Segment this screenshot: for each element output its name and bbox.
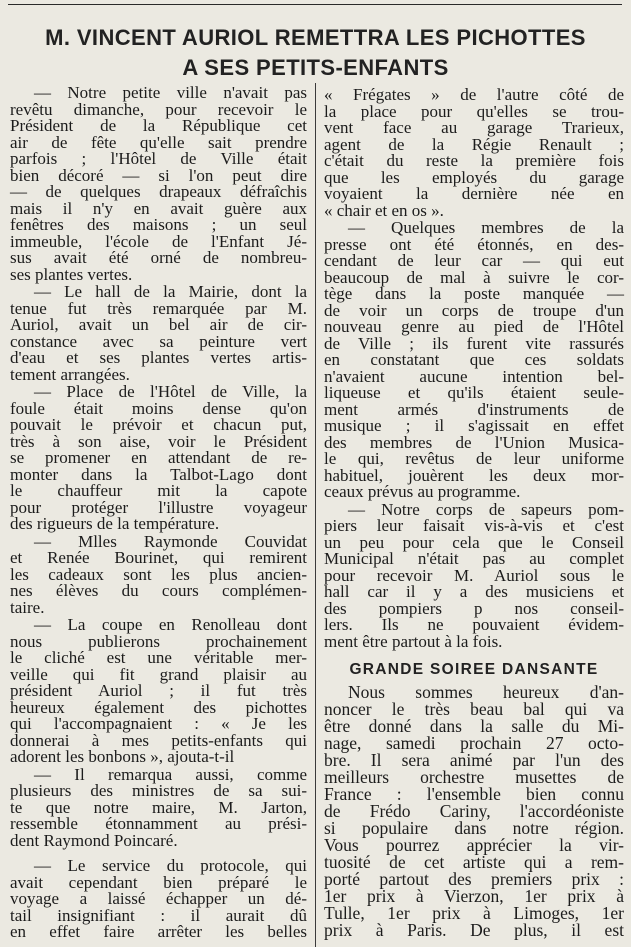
text-line: Président de la République cet <box>10 116 307 135</box>
text-line: foule était moins dense qu'on <box>10 398 307 418</box>
text-line: sus avait été orné de nombreu- <box>10 248 307 267</box>
text-line: pour recevoir M. Auriol sous le <box>324 565 624 585</box>
text-line: plusieurs des ministres de sa sui- <box>10 781 307 800</box>
text-line: pouvait le prévoir et chacun put, <box>10 415 307 434</box>
text-line: en effet faire arrêter les belles <box>10 922 307 941</box>
text-line: de Frédo Cariny, l'accordéoniste <box>324 801 624 821</box>
text-line: des membres de l'Union Musica- <box>324 432 624 452</box>
text-line: — La coupe en Renolleau dont <box>34 615 307 634</box>
text-line: — Notre corps de sapeurs pom- <box>348 499 624 519</box>
text-line: hall car il y a des musiciens et <box>324 582 624 601</box>
headline-line-2: A SES PETITS-ENFANTS <box>182 55 449 80</box>
text-line: pour protéger l'illustre voyageur <box>10 497 307 517</box>
text-line: le cliché est une véritable mer- <box>10 648 307 667</box>
text-line: air de fête qu'elle sait prendre <box>10 132 307 152</box>
paragraph <box>10 384 307 533</box>
text-line: tenue fut très remarquée par M. <box>10 298 307 318</box>
text-line: prix à Paris. De plus, il est <box>324 920 624 940</box>
text-line: porté partout des premiers prix : <box>324 869 624 889</box>
text-line: les cadeaux sont les plus ancien- <box>10 564 307 584</box>
right-column-paragraphs <box>324 87 624 650</box>
paragraph <box>10 85 307 283</box>
text-line: de voir un corps de troupe d'un <box>324 300 624 320</box>
text-line: heureux également des pichottes <box>10 697 307 717</box>
text-line: « Frégates » de l'autre côté de <box>324 85 624 104</box>
text-line: un peu pour cela que le Conseil <box>324 532 624 552</box>
text-line: — Notre petite ville n'avait pas <box>34 83 307 102</box>
text-line: — Le hall de la Mairie, dont la <box>34 282 307 301</box>
text-line: bre. Il sera animé par l'un des <box>324 750 624 770</box>
text-line: dent Raymond Poincaré. <box>10 830 178 850</box>
text-line: se promener en attendant de re- <box>10 448 307 467</box>
text-line: immeuble, l'école de l'Enfant Jé- <box>10 231 307 251</box>
text-line: que les employés du garage <box>324 167 624 187</box>
text-line: adorent les bonbons », ajouta-t-il <box>10 747 235 766</box>
text-line: le chauffeur mit la capote <box>10 481 307 500</box>
text-line: ceaux prévus au programme. <box>324 482 521 501</box>
text-line: — de quelques drapeaux défraîchis <box>10 182 307 201</box>
paragraph <box>10 617 307 766</box>
headline-line-1: M. VINCENT AURIOL REMETTRA LES PICHOTTES <box>45 25 586 50</box>
text-line: taire. <box>10 597 45 617</box>
text-line: noncer le très beau bal qui va <box>324 699 624 719</box>
text-line: parfois ; l'Hôtel de Ville était <box>10 149 307 168</box>
text-line: musique ; il s'agissait en effet <box>324 416 624 435</box>
paragraph <box>324 87 624 219</box>
text-line: revêtu dimanche, pour recevoir le <box>10 99 307 119</box>
text-line: qui l'accompagnaient : « Je les <box>10 714 307 733</box>
text-line: Tulle, 1er prix à Limoges, 1er <box>324 903 624 923</box>
text-line: veille qui fit grand plaisir au <box>10 664 307 684</box>
text-line: tail insignifiant : il aurait dû <box>10 905 307 925</box>
text-line: voyaient la dernière née en <box>324 184 624 203</box>
text-line: Vous pourrez apprécier la vir- <box>324 835 624 855</box>
headline <box>0 23 631 83</box>
text-line: France : l'ensemble bien connu <box>324 784 624 804</box>
text-line: monter dans la Talbot-Lago dont <box>10 464 307 484</box>
top-rule <box>8 4 622 5</box>
text-line: presse ont été étonnés, en des- <box>324 234 624 254</box>
text-line: de Ville ; ils furent vite rassurés <box>324 333 624 353</box>
text-line: lers. Ils ne pouvaient évidem- <box>324 615 624 634</box>
text-line: beaucoup de mal à suivre le cor- <box>324 267 624 287</box>
text-line: si populaire dans notre région. <box>324 818 624 838</box>
text-line: mais il n'y en avait guère aux <box>10 198 307 218</box>
text-line: ressemble étonnamment au prési- <box>10 814 307 833</box>
text-line: 1er prix à Vierzon, 1er prix à <box>324 886 624 906</box>
text-line: des rigueurs de la température. <box>10 514 220 533</box>
text-line: ses plantes vertes. <box>10 264 133 284</box>
text-line: ment être partout à la fois. <box>324 631 503 651</box>
text-line: le qui, revêtus de leur uniforme <box>324 449 624 468</box>
text-line: n'avaient aucune intention bel- <box>324 366 624 386</box>
text-line: — Place de l'Hôtel de Ville, la <box>34 382 307 401</box>
text-line: constance avec sa peinture vert <box>10 331 307 351</box>
text-line: président Auriol ; il fut très <box>10 681 307 700</box>
text-line: vent face au garage Trarieux, <box>324 118 624 137</box>
text-line: fenêtres des maisons ; un seul <box>10 215 307 234</box>
text-line: en constatant que ces soldats <box>324 350 624 369</box>
text-line: meilleurs orchestre musettes de <box>324 767 624 787</box>
text-line: — Quelques membres de la <box>348 218 624 237</box>
text-line: te que notre maire, M. Jarton, <box>10 797 307 817</box>
text-line: — Il remarqua aussi, comme <box>34 764 307 784</box>
section-paragraphs <box>324 684 624 939</box>
text-line: la place pour qu'elles se trou- <box>324 101 624 121</box>
text-line: tuosité de cet artiste qui a rem- <box>324 852 624 872</box>
text-line: — Le service du protocole, qui <box>34 856 307 875</box>
paragraph <box>10 858 307 941</box>
text-line: Municipal n'était pas au complet <box>324 549 624 568</box>
text-line: liqueuse et qu'ils étaient seule- <box>324 383 624 402</box>
text-line: agent de la Régie Renault ; <box>324 134 624 154</box>
text-line: et Renée Bourinet, qui remirent <box>10 548 307 567</box>
paragraph <box>324 684 624 939</box>
text-line: Auriol, avait un bel air de cir- <box>10 315 307 334</box>
text-line: nouveau genre au pied de l'Hôtel <box>324 317 624 336</box>
text-line: nage, samedi prochain 27 octo- <box>324 733 624 753</box>
paragraph <box>10 764 307 850</box>
paragraph <box>10 531 307 617</box>
text-line: être donné dans la salle du Mi- <box>324 716 624 736</box>
paragraph <box>324 499 624 651</box>
text-line: avait cependant bien préparé le <box>10 872 307 892</box>
text-line: c'était du reste la première fois <box>324 151 624 170</box>
text-line: voyage a laissé échapper un dé- <box>10 889 307 908</box>
text-line: « chair et en os ». <box>324 200 444 220</box>
text-line: donnerai à mes petits-enfants qui <box>10 730 307 750</box>
text-line: des pompiers p nos conseil- <box>324 598 624 618</box>
text-line: Nous sommes heureux d'an- <box>348 682 624 702</box>
text-line: d'eau et ses plantes vertes artis- <box>10 348 307 367</box>
text-line: nes élèves du cours complémen- <box>10 581 307 600</box>
text-line: bien décoré — si l'on peut dire <box>10 165 307 185</box>
right-column <box>324 87 624 939</box>
text-line: habituel, jouèrent les deux mor- <box>324 465 624 485</box>
text-line: ment armés d'instruments de <box>324 399 624 419</box>
column-divider <box>315 83 316 947</box>
text-line: piers leur faisait vis-à-vis et c'est <box>324 516 624 535</box>
text-line: cendant de leur car — qui eut <box>324 251 624 270</box>
text-line: tement arrangées. <box>10 364 130 384</box>
section-heading: GRANDE SOIREE DANSANTE <box>349 661 599 678</box>
left-column <box>10 85 307 941</box>
paragraph <box>10 284 307 383</box>
text-line: — Mlles Raymonde Couvidat <box>34 531 307 551</box>
text-line: tège dans la poste manquée — <box>324 284 624 303</box>
text-line: nous publierons prochainement <box>10 631 307 651</box>
paragraph <box>324 220 624 501</box>
text-line: très à son aise, voir le Président <box>10 431 307 451</box>
